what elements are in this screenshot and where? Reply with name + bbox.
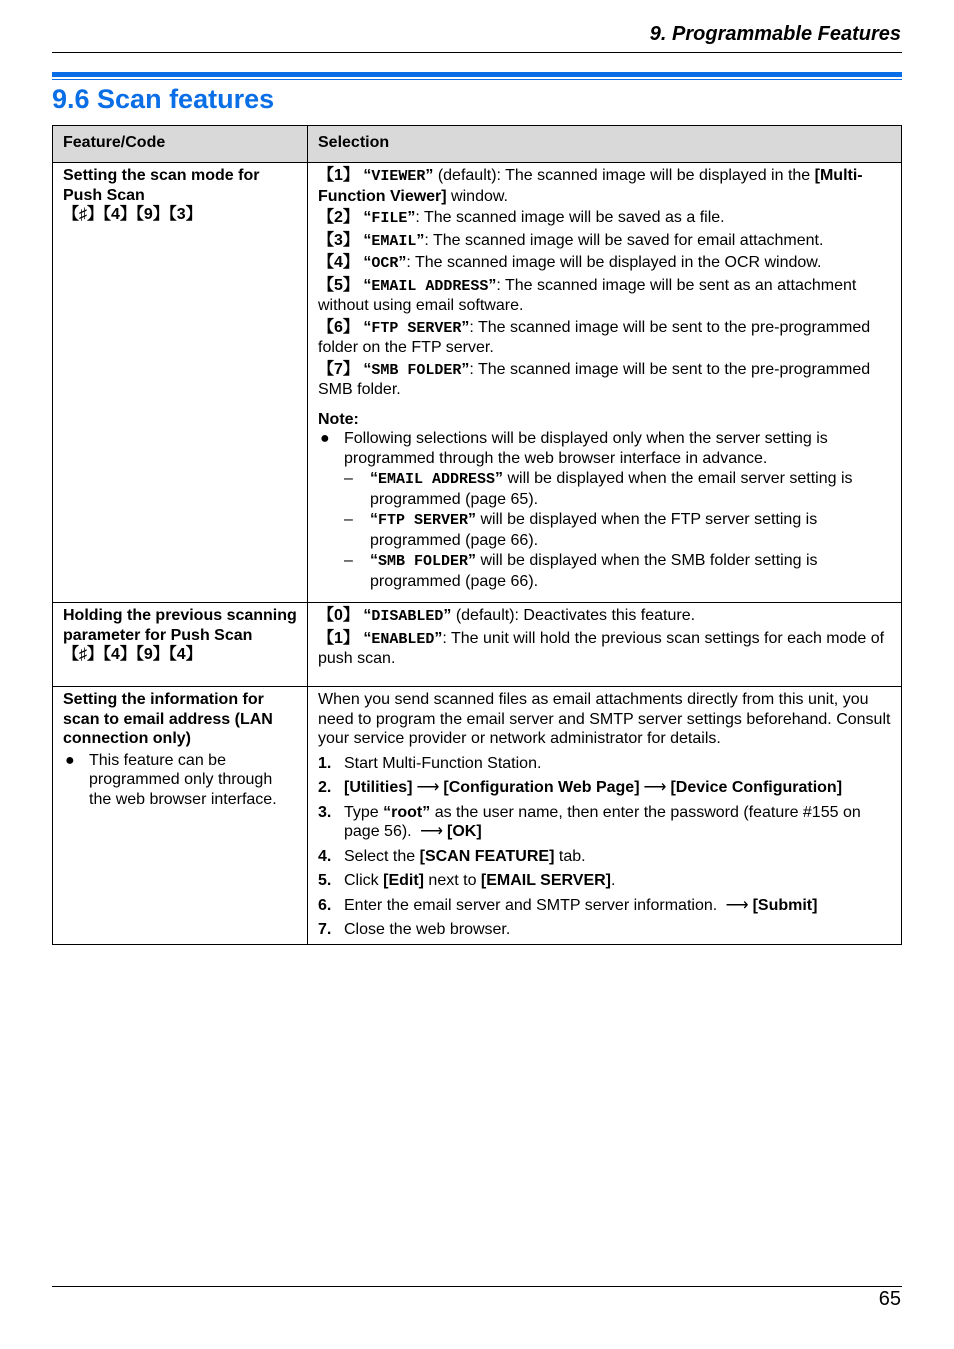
feature-code: 【♯】【4】【9】【3】	[63, 206, 202, 223]
dash-icon: –	[344, 511, 353, 528]
step-item: 2. [Utilities] ⟶ [Configuration Web Page] ⟶ [Device Configuration]	[318, 779, 843, 796]
option-item: 【4】 “OCR”: The scanned image will be displayed in the OCR window.	[318, 254, 822, 272]
step-item: 1. Start Multi-Function Station.	[318, 754, 542, 772]
option-item: 【3】 “EMAIL”: The scanned image will be saved for email attachment.	[318, 231, 824, 250]
step-item: 4. Select the [SCAN FEATURE] tab.	[318, 847, 586, 865]
features-table	[52, 125, 902, 945]
feature-name: Setting the scan mode for Push Scan	[63, 167, 260, 204]
selection-cell	[308, 687, 902, 945]
arrow-right-icon: ⟶	[725, 896, 749, 914]
note-label: Note:	[318, 410, 359, 428]
table-header-row	[53, 126, 902, 163]
feature-name: Setting the information for scan to email address (LAN connection only)	[63, 691, 273, 747]
arrow-right-icon: ⟶	[420, 823, 443, 840]
bullet-icon: ●	[65, 751, 75, 769]
note-sub-item: – “FTP SERVER” will be displayed when the FTP server setting is programmed (page 66).	[344, 511, 818, 549]
bullet-icon: ●	[320, 430, 330, 447]
option-item: 【0】 “DISABLED” (default): Deactivates this feature.	[318, 607, 696, 625]
step-item: 6. Enter the email server and SMTP server information. ⟶ [Submit]	[318, 896, 818, 914]
option-item: 【1】 “VIEWER” (default): The scanned image will be displayed in the [Multi-Function Viewer] window.	[318, 167, 863, 205]
option-item: 【6】 “FTP SERVER”: The scanned image will be sent to the pre-programmed folder on the FTP server.	[318, 318, 871, 356]
feature-code: 【♯】【4】【9】【4】	[63, 646, 202, 663]
header-feature-code: Feature/Code	[53, 126, 308, 163]
step-item: 5. Click [Edit] next to [EMAIL SERVER].	[318, 872, 616, 889]
arrow-right-icon: ⟶	[643, 779, 667, 796]
option-item: 【2】 “FILE”: The scanned image will be saved as a file.	[318, 209, 725, 227]
dash-icon: –	[344, 470, 353, 487]
selection-cell	[308, 163, 902, 603]
table-row	[53, 687, 902, 945]
table-row	[53, 163, 902, 603]
note-sub-item: – “SMB FOLDER” will be displayed when the SMB folder setting is programmed (page 66).	[344, 552, 818, 590]
feature-cell	[53, 603, 308, 687]
selection-cell	[308, 603, 902, 687]
section-bar-thin	[52, 79, 902, 80]
section-bar	[52, 72, 902, 77]
feature-name: Holding the previous scanning parameter for Push Scan	[63, 607, 297, 644]
table-row	[53, 603, 902, 687]
feature-cell	[53, 163, 308, 603]
header-divider	[52, 52, 902, 53]
page-number: 65	[878, 1288, 901, 1310]
option-item: 【1】 “ENABLED”: The unit will hold the previous scan settings for each mode of push scan.	[318, 629, 885, 667]
chapter-header: 9. Programmable Features	[649, 23, 901, 45]
arrow-right-icon: ⟶	[416, 779, 440, 796]
header-selection: Selection	[308, 126, 902, 163]
footer-divider	[52, 1286, 902, 1287]
option-item: 【7】 “SMB FOLDER”: The scanned image will be sent to the pre-programmed SMB folder.	[318, 360, 871, 398]
option-item: 【5】 “EMAIL ADDRESS”: The scanned image will be sent as an attachment without using email software.	[318, 276, 857, 314]
feature-bullet: ● This feature can be programmed only through the web browser interface.	[65, 751, 277, 808]
dash-icon: –	[344, 552, 353, 569]
step-item: 7. Close the web browser.	[318, 921, 511, 938]
feature-cell	[53, 687, 308, 945]
section-title: 9.6 Scan features	[52, 84, 275, 114]
note-bullet: ● Following selections will be displayed only when the server setting is programmed through the web browser interface in advance.	[320, 430, 828, 467]
step-item: 3. Type “root” as the user name, then enter the password (feature #155 on page 56). ⟶ [OK]	[318, 803, 861, 840]
note-sub-item: – “EMAIL ADDRESS” will be displayed when the email server setting is programmed (page 65).	[344, 470, 853, 508]
intro-text: When you send scanned files as email attachments directly from this unit, you need to program the email server and SMTP server settings beforehand. Consult your service provider or network administrator for details.	[318, 691, 891, 747]
